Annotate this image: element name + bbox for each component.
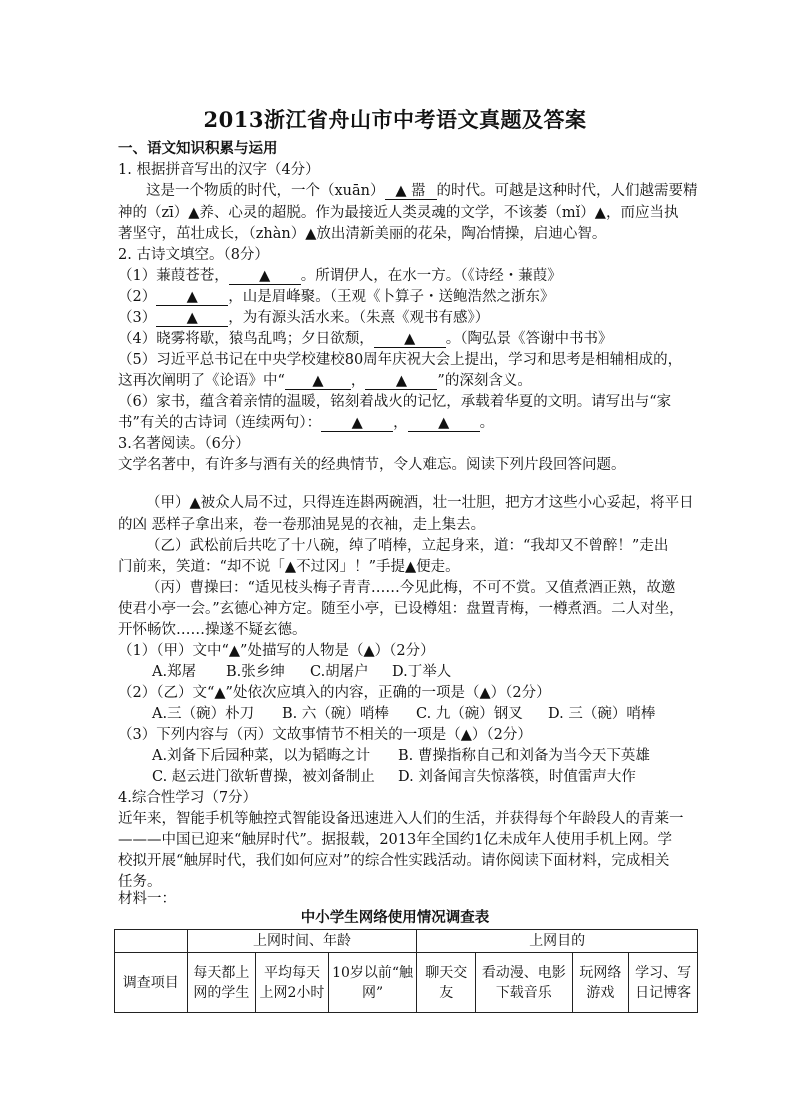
q3-passage-bing-3: 开怀畅饮……操遂不疑玄德。 <box>118 622 307 638</box>
q1-line-2: 神的（zī）▲养、心灵的超脱。作为最接近人类灵魂的文学，不该萎（mǐ）▲，而应当执 <box>118 205 679 221</box>
q2-item-2 <box>118 287 554 307</box>
q2-item-5-line-1: （5）习近平总书记在中央学校建校80周年庆祝大会上提出，学习和思考是相辅相成的， <box>118 352 683 368</box>
table-cell: 玩网络游戏 <box>572 953 629 1013</box>
q4-material-label: 材料一： <box>118 891 176 907</box>
q3-sub-1-opt-d: D.丁举人 <box>392 664 452 680</box>
q2-item-4-blank: ▲ <box>374 331 446 348</box>
table-cell: 聊天交友 <box>417 953 476 1013</box>
q4-para-1: 近年来，智能手机等触控式智能设备迅速进入人们的生活，并获得每个年龄段人的青莱一 <box>118 811 684 827</box>
table-cell: 看动漫、电影下载音乐 <box>476 953 573 1013</box>
q2-item-3-text: （3） <box>118 310 157 326</box>
q3-sub-2: （2）（乙）文“▲”处依次应填入的内容，正确的一项是（▲）（2分） <box>118 685 551 701</box>
q2-item-5-blank-2: ▲ <box>365 373 437 390</box>
q3-sub-2-opt-d: D. 三（碗）哨棒 <box>548 706 656 722</box>
q2-item-1-blank: ▲ <box>229 268 301 285</box>
q2-item-5-blank-1: ▲ <box>285 373 351 390</box>
q1-line-3: 著坚守，茁壮成长，（zhàn）▲放出清新美丽的花朵，陶冶情操，启迪心智。 <box>118 226 607 242</box>
q2-item-1 <box>118 266 562 286</box>
q3-sub-3-opt-d: D. 刘备闻言失惊落筷，时值雷声大作 <box>398 769 636 785</box>
q1-text-b: 的时代。可越是这种时代，人们越需要精 <box>436 183 698 199</box>
table-group-purpose: 上网目的 <box>417 930 698 953</box>
q2-item-4-source: 。（陶弘景《答谢中书书》 <box>445 331 613 347</box>
q3-heading: 3.名著阅读。（6分） <box>118 436 250 452</box>
q3-sub-1-opt-a: A.郑屠 <box>152 664 197 680</box>
table-group-time-age: 上网时间、年龄 <box>187 930 417 953</box>
q2-item-3-blank: ▲ <box>156 310 228 327</box>
q3-sub-3: （3）下列内容与（丙）文故事情节不相关的一项是（▲）（2分） <box>118 727 532 743</box>
q2-item-6-tail: 。 <box>479 415 495 431</box>
table-cell: 平均每天上网2小时 <box>256 953 329 1013</box>
q2-item-1-source: 。所谓伊人，在水一方。（《诗经・蒹葭》 <box>300 268 562 284</box>
q3-sub-3-opt-c: C. 赵云进门欲斩曹操，被刘备制止 <box>152 769 375 785</box>
q1-answer-blank: ▲ 嚣 <box>385 183 437 200</box>
q3-sub-3-opt-a: A.刘备下后园种菜，以为韬晦之计 <box>152 748 371 764</box>
q1-text-a: 这是一个物质的时代，一个（xuān） <box>146 183 385 199</box>
q3-sub-1-opt-b: B.张乡绅 <box>226 664 285 680</box>
survey-table <box>114 929 698 1013</box>
q2-item-5-line-2 <box>118 371 532 391</box>
q2-item-6-text: 书”有关的古诗词（连续两句）： <box>118 415 322 431</box>
q2-item-4 <box>118 329 612 349</box>
q4-heading: 4.综合性学习（7分） <box>118 790 258 806</box>
q1-heading: 1. 根据拼音写出的汉字（4分） <box>118 162 320 178</box>
q2-item-3 <box>118 308 489 328</box>
q3-passage-bing-2: 使君小亭一会。”玄德心神方定。随至小亭，已设樽俎：盘置青梅，一樽煮酒。二人对坐， <box>118 601 684 617</box>
q3-sub-3-opt-b: B. 曹操指称自己和刘备为当今天下英雄 <box>398 748 650 764</box>
table-cell: 10岁以前“触网” <box>328 953 417 1013</box>
table-cell: 每天都上网的学生 <box>187 953 256 1013</box>
q3-passage-jia-2: 的凶 恶样子拿出来，卷一卷那油晃晃的衣袖，走上集去。 <box>118 517 486 533</box>
q4-para-3: 校拟开展“触屏时代，我们如何应对”的综合性实践活动。请你阅读下面材料，完成相关 <box>118 853 670 869</box>
q2-item-5-text: 这再次阐明了《论语》中“ <box>118 373 285 389</box>
q2-item-2-text: （2） <box>118 289 157 305</box>
q3-sub-2-opt-c: C. 九（碗）钢叉 <box>416 706 523 722</box>
q2-heading: 2. 古诗文填空。（8分） <box>118 247 269 263</box>
q3-passage-yi-1: （乙）武松前后共吃了十八碗，绰了哨棒，立起身来，道：“我却又不曾醉！”走出 <box>146 538 669 554</box>
q2-item-6-line-2 <box>118 413 494 433</box>
q3-passage-yi-2: 门前来，笑道：“却不说「▲不过冈」！”手提▲便走。 <box>118 559 460 575</box>
table-row-head: 调查项目 <box>115 953 188 1013</box>
table-cell: 学习、写日记博客 <box>629 953 698 1013</box>
q3-sub-2-opt-a: A.三（碗）朴刀 <box>152 706 255 722</box>
table-row <box>115 953 698 1013</box>
page-title: 2013浙江省舟山市中考语文真题及答案 <box>203 107 587 132</box>
q3-passage-jia-1: （甲）▲被众人局不过，只得连连斟两碗酒，壮一壮胆，把方才这些小心妥起，将平日 <box>146 495 694 511</box>
q2-item-6-blank-2: ▲ <box>408 415 480 432</box>
q2-item-5-tail: ”的深刻含义。 <box>437 373 532 389</box>
q3-sub-1: （1）（甲）文中“▲”处描写的人物是（▲）（2分） <box>118 643 435 659</box>
q2-item-6-blank-1: ▲ <box>321 415 393 432</box>
q1-line-1 <box>146 181 698 201</box>
q2-item-4-text: （4）晓雾将歇，猿鸟乱鸣；夕日欲颓， <box>118 331 374 347</box>
q2-item-1-text: （1）蒹葭苍苍， <box>118 268 229 284</box>
q2-item-2-blank: ▲ <box>156 289 228 306</box>
q3-passage-bing-1: （丙）曹操曰：“适见枝头梅子青青……今见此梅，不可不赏。又值煮酒正熟，故邀 <box>146 580 676 596</box>
q3-sub-1-opt-c: C.胡屠户 <box>310 664 369 680</box>
q2-item-2-source: ，山是眉峰聚。（王观《卜算子・送鲍浩然之浙东》 <box>228 289 555 305</box>
table-corner-cell <box>115 930 188 953</box>
table-title: 中小学生网络使用情况调查表 <box>300 909 490 926</box>
table-header-row <box>115 930 698 953</box>
q2-item-6-sep: ， <box>393 415 408 431</box>
section-heading: 一、语文知识积累与运用 <box>118 140 278 157</box>
q4-para-4: 任务。 <box>118 874 162 890</box>
q2-item-3-source: ，为有源头活水来。（朱熹《观书有感》） <box>228 310 490 326</box>
q2-item-5-sep: ， <box>350 373 366 389</box>
q4-para-2: ———中国已迎来“触屏时代”。据报载，2013年全国约1亿未成年人使用手机上网。学 <box>118 832 672 848</box>
q3-sub-2-opt-b: B. 六（碗）哨棒 <box>282 706 389 722</box>
q3-intro: 文学名著中，有许多与酒有关的经典情节，令人难忘。阅读下列片段回答问题。 <box>118 457 626 473</box>
q2-item-6-line-1: （6）家书，蕴含着亲情的温暖，铭刻着战火的记忆，承载着华夏的文明。请写出与“家 <box>118 394 672 410</box>
